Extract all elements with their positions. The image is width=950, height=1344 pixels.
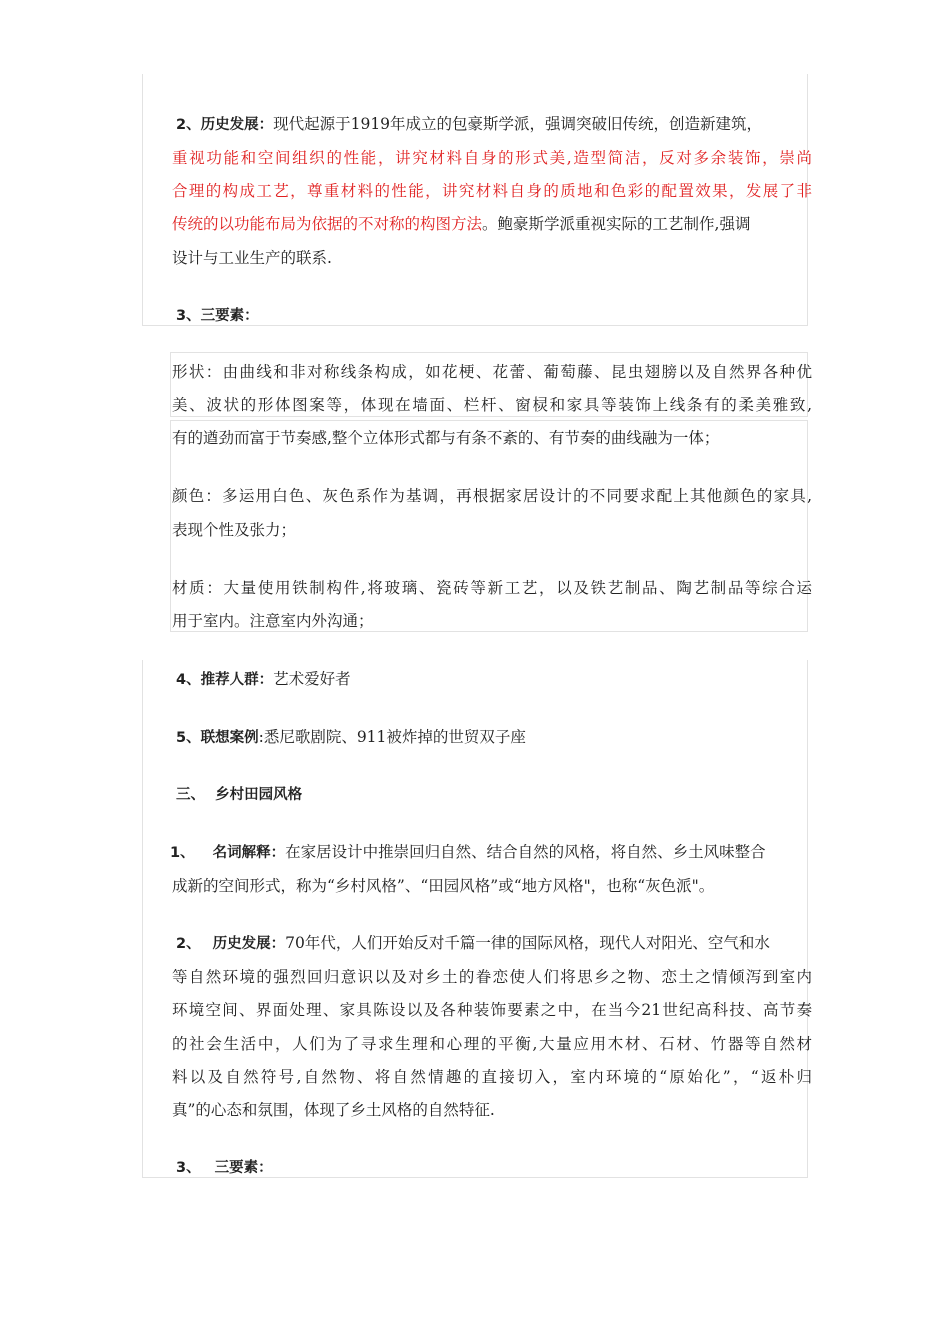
rural-history-line-5: 料以及自然符号,自然物、将自然情趣的直接切入，室内环境的“原始化”，“返朴归 (172, 1068, 812, 1086)
rural-history-line-6: 真”的心态和氛围，体现了乡土风格的自然特征. (172, 1101, 495, 1119)
audience-line: 4、推荐人群：艺术爱好者 (176, 670, 351, 688)
rural-history-line-1: 2、 历史发展：70年代，人们开始反对千篇一律的国际风格，现代人对阳光、空气和水 (176, 934, 770, 952)
rural-history-line-4: 的社会生活中，人们为了寻求生理和心理的平衡,大量应用木材、石材、竹器等自然材 (172, 1035, 812, 1053)
history-line-4: 传统的以功能布局为依据的不对称的构图方法。鲍豪斯学派重视实际的工艺制作,强调 (172, 215, 751, 233)
shape-line-2: 美、波状的形体图案等，体现在墙面、栏杆、窗棂和家具等装饰上线条有的柔美雅致, (172, 396, 812, 414)
section-heading-rural: 三、 乡村田园风格 (176, 787, 303, 803)
history-line-1: 2、历史发展：现代起源于1919年成立的包豪斯学派，强调突破旧传统，创造新建筑， (176, 115, 763, 133)
shape-line-3: 有的遒劲而富于节奏感,整个立体形式都与有条不紊的、有节奏的曲线融为一体； (172, 429, 720, 447)
rural-history-line-2: 等自然环境的强烈回归意识以及对乡土的眷恋使人们将思乡之物、恋土之情倾泻到室内 (172, 968, 812, 986)
definition-line-1: 1、 名词解释：在家居设计中推崇回归自然、结合自然的风格，将自然、乡土风味整合 (170, 843, 766, 861)
history-line-3: 合理的构成工艺，尊重材料的性能，讲究材料自身的质地和色彩的配置效果，发展了非 (172, 182, 812, 200)
material-line-1: 材质：大量使用铁制构件,将玻璃、瓷砖等新工艺，以及铁艺制品、陶艺制品等综合运 (172, 579, 812, 597)
history-label: 2、历史发展： (176, 117, 274, 133)
color-line-2: 表现个性及张力； (172, 521, 297, 539)
shape-line-1: 形状：由曲线和非对称线条构成，如花梗、花蕾、葡萄藤、昆虫翅膀以及自然界各种优 (172, 363, 812, 381)
history-line-2: 重视功能和空间组织的性能，讲究材料自身的形式美,造型简洁，反对多余装饰，崇尚 (172, 149, 812, 167)
material-line-2: 用于室内。注意室内外沟通； (172, 612, 374, 630)
history-line-5: 设计与工业生产的联系. (172, 249, 332, 267)
cases-line: 5、联想案例:悉尼歌剧院、911被炸掉的世贸双子座 (176, 728, 526, 746)
rural-three-elements-heading: 3、 三要素： (176, 1160, 273, 1176)
color-line-1: 颜色：多运用白色、灰色系作为基调，再根据家居设计的不同要求配上其他颜色的家具, (172, 487, 812, 505)
three-elements-heading: 3、三要素： (176, 308, 259, 324)
definition-line-2: 成新的空间形式，称为“乡村风格”、“田园风格”或“地方风格"，也称“灰色派"。 (172, 877, 715, 895)
rural-history-line-3: 环境空间、界面处理、家具陈设以及各种装饰要素之中，在当今21世纪高科技、高节奏 (172, 1001, 812, 1019)
